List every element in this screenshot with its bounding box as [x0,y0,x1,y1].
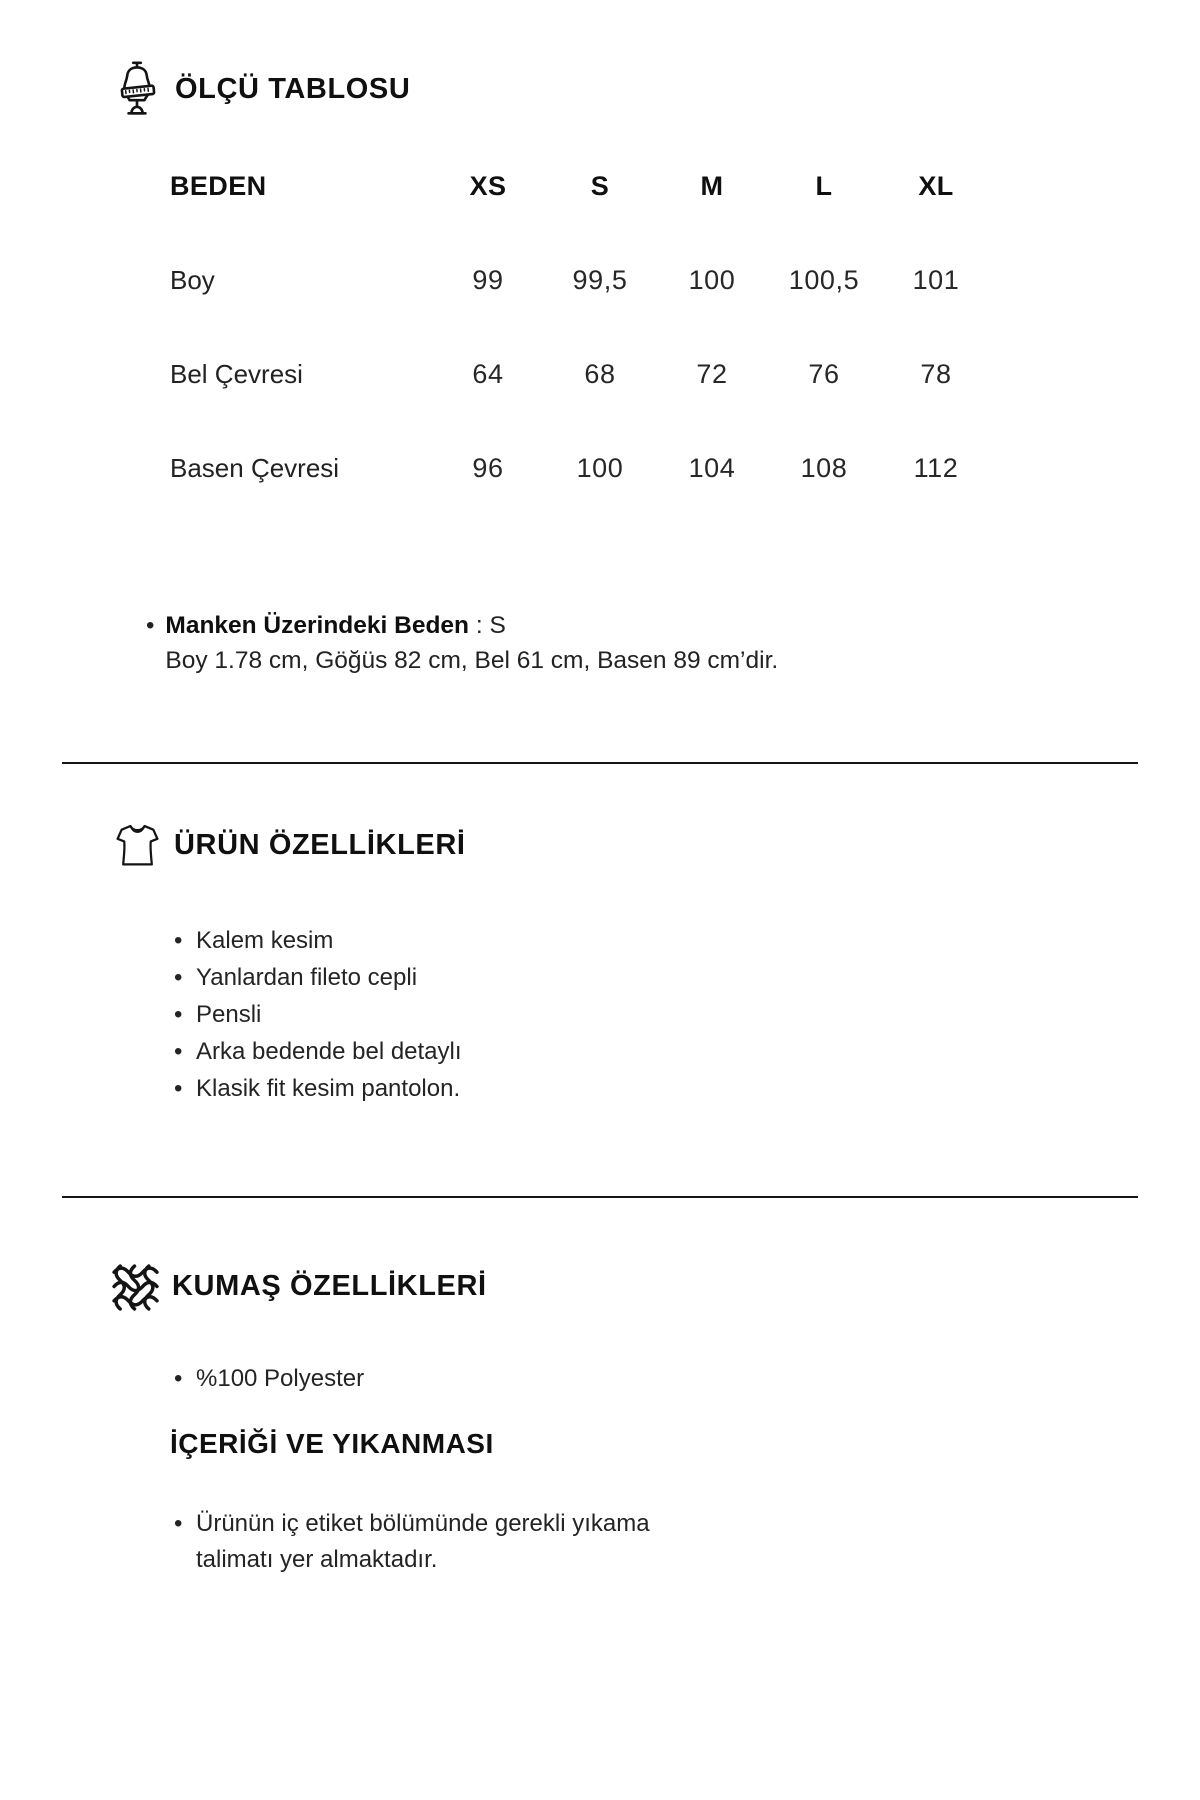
note-value: S [489,612,506,639]
size-col-header: XS [469,171,507,201]
size-value: 108 [800,453,848,483]
product-features-list [172,922,462,1107]
size-value: 96 [472,453,504,483]
product-features-title: ÜRÜN ÖZELLİKLERİ [174,829,466,861]
note-text [165,608,778,678]
size-value: 99,5 [572,265,628,295]
size-value: 72 [696,359,728,389]
size-value: 100 [576,453,624,483]
size-value: 112 [913,453,959,483]
size-value: 76 [808,359,840,389]
size-col-header: BEDEN [170,171,267,201]
fabric-features-header [110,1262,487,1311]
size-row-label: Boy [170,265,215,295]
tshirt-icon [114,822,161,869]
washing-info-list [172,1506,716,1578]
section-divider [62,762,1138,764]
content-washing-title: İÇERİĞİ VE YIKANMASI [170,1428,494,1459]
size-value: 101 [912,265,960,295]
mannequin-icon [112,60,162,118]
list-item: • %100 Polyester [172,1360,364,1397]
list-item: • Kalem kesim [172,922,462,959]
size-col-header: XL [918,171,954,201]
size-value: 99 [472,265,504,295]
size-table-header [112,60,410,118]
note-detail: Boy 1.78 cm, Göğüs 82 cm, Bel 61 cm, Basen 89 cm’dir. [165,647,779,674]
size-col-header: M [700,171,724,201]
fabric-weave-icon [110,1262,159,1311]
size-value: 78 [920,359,952,389]
size-row-label: Basen Çevresi [170,453,340,483]
list-item: • Ürünün iç etiket bölümünde gerekli yıkama talimatı yer almaktadır. [172,1506,716,1578]
section-divider [62,1196,1138,1198]
mannequin-size-note [146,608,778,678]
size-table [170,163,992,539]
list-item: • Yanlardan fileto cepli [172,959,462,996]
list-item: • Klasik fit kesim pantolon. [172,1070,462,1107]
size-col-header: S [590,171,610,201]
size-value: 68 [584,359,616,389]
fabric-features-title: KUMAŞ ÖZELLİKLERİ [172,1270,487,1302]
note-separator: : [475,612,483,639]
list-item: • Arka bedende bel detaylı [172,1033,462,1070]
size-value: 64 [472,359,504,389]
size-row-label: Bel Çevresi [170,359,303,389]
size-value: 100,5 [788,265,860,295]
note-line-1 [165,608,778,643]
fabric-features-list [172,1360,364,1397]
note-label: Manken Üzerindeki Beden [165,612,470,639]
size-col-header: L [815,171,833,201]
bullet-dot [146,608,154,678]
product-features-header [114,822,466,869]
size-value: 100 [688,265,736,295]
size-table-title: ÖLÇÜ TABLOSU [175,72,411,105]
size-value: 104 [688,453,736,483]
list-item: • Pensli [172,996,462,1033]
